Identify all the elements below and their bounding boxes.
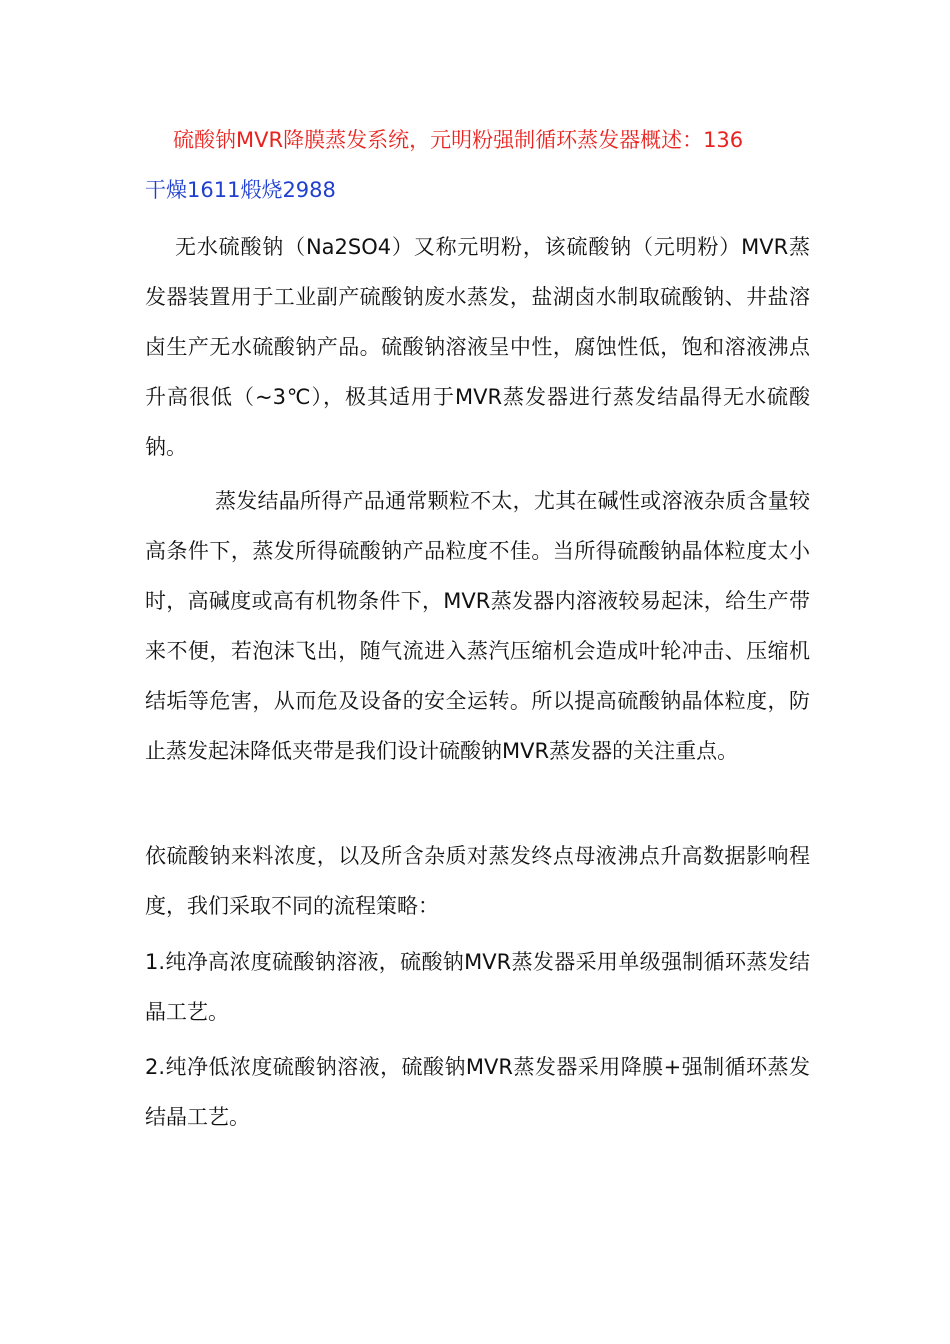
list-item-1: 1.纯净高浓度硫酸钠溶液，硫酸钠MVR蒸发器采用单级强制循环蒸发结晶工艺。 — [145, 950, 810, 1024]
title-blue-text: 干燥1611煅烧2988 — [145, 178, 336, 202]
paragraph-intro: 无水硫酸钠（Na2SO4）又称元明粉，该硫酸钠（元明粉）MVR蒸发器装置用于工业副产硫酸钠废水蒸发，盐湖卤水制取硫酸钠、井盐溶卤生产无水硫酸钠产品。硫酸钠溶液呈中性，腐蚀性低，饱和溶液沸点升高很低（~3℃），极其适用于MVR蒸发器进行蒸发结晶得无水硫酸钠。 — [145, 235, 810, 459]
list-item-2: 2.纯净低浓度硫酸钠溶液，硫酸钠MVR蒸发器采用降膜+强制循环蒸发结晶工艺。 — [145, 1055, 810, 1129]
title-red-text: 硫酸钠MVR降膜蒸发系统，元明粉强制循环蒸发器概述：136 — [173, 128, 744, 152]
document-title — [145, 115, 810, 215]
paragraph-crystal-size: 蒸发结晶所得产品通常颗粒不太，尤其在碱性或溶液杂质含量较高条件下，蒸发所得硫酸钠产品粒度不佳。当所得硫酸钠晶体粒度太小时，高碱度或高有机物条件下，MVR蒸发器内溶液较易起沫，给生产带来不便，若泡沫飞出，随气流进入蒸汽压缩机会造成叶轮冲击、压缩机结垢等危害，从而危及设备的安全运转。所以提高硫酸钠晶体粒度，防止蒸发起沫降低夹带是我们设计硫酸钠MVR蒸发器的关注重点。 — [145, 489, 810, 763]
paragraph-strategy: 依硫酸钠来料浓度，以及所含杂质对蒸发终点母液沸点升高数据影响程度，我们采取不同的流程策略： — [145, 844, 810, 918]
